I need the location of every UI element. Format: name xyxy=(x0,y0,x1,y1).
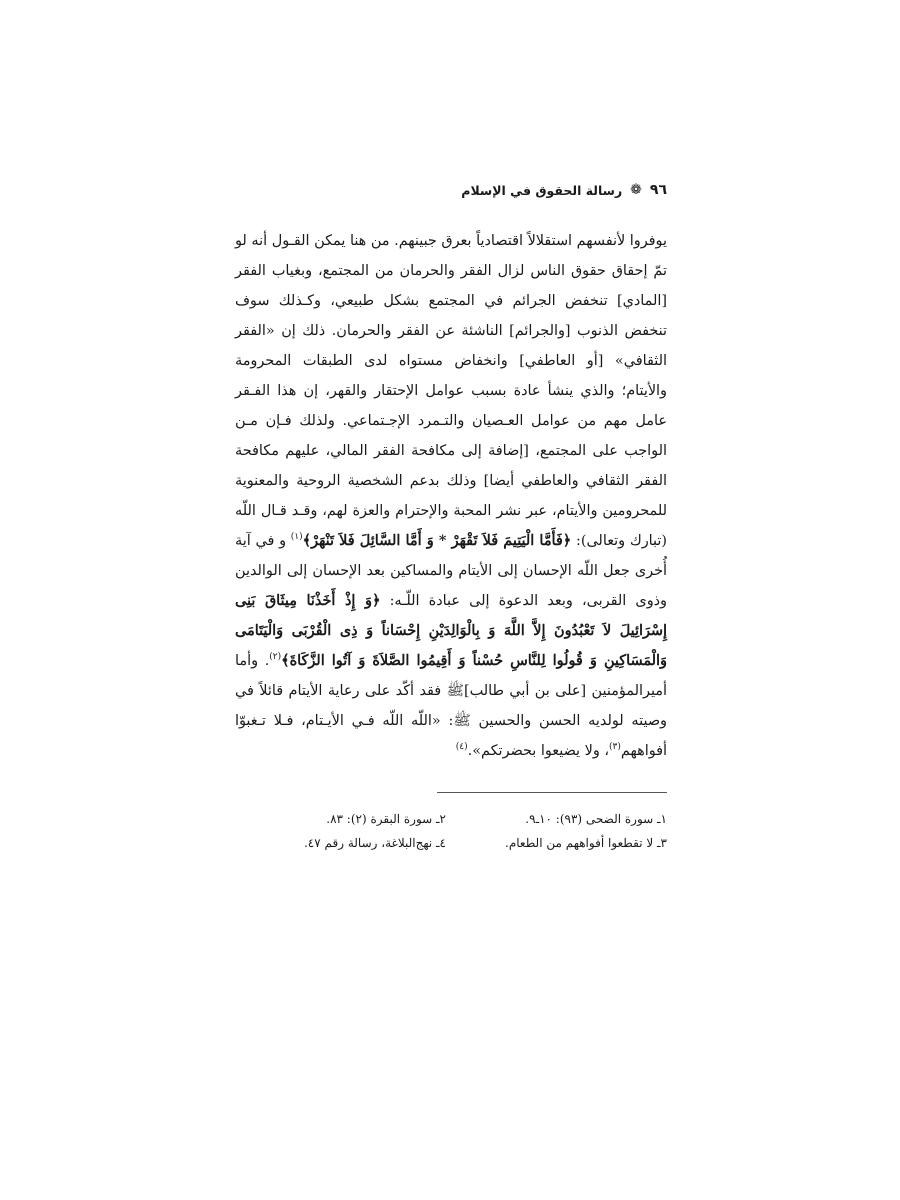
book-page xyxy=(235,178,667,898)
footnote-divider xyxy=(437,792,667,793)
text-segment: ، ولا يضيعوا بحضرتكم». xyxy=(467,743,610,759)
footnote-ref-4[interactable]: (٤) xyxy=(455,742,468,753)
footnote-1: ١ـ سورة الضحى (٩٣): ١٠ـ٩. xyxy=(525,812,667,826)
running-title: رسالة الحقوق في الإسلام xyxy=(461,182,623,198)
page-number: ٩٦ xyxy=(649,182,667,198)
footnote-ref-2[interactable]: (٢) xyxy=(269,652,282,663)
footnote-ref-1[interactable]: (١) xyxy=(290,532,303,543)
text-segment: و في آية أُخرى جعل اللّه الإحسان إلى الأيتام والمساكين بعد الإحسان إلى الوالدين وذوى القربى، وبعد الدعوة إلى عبادة اللّـه: xyxy=(235,533,667,609)
footnote-2: ٢ـ سورة البقرة (٢): ٨٣. xyxy=(326,812,446,826)
flower-ornament-icon: ❁ xyxy=(630,182,642,198)
footnotes xyxy=(235,807,667,855)
quran-verse: ﴿وَ إِذْ أَخَذْنَا مِيثَاقَ بَنِى إِسْرَائِيلَ لاَ تَعْبُدُونَ إِلاَّ اللَّهَ وَ بِالْوَالِدَيْنِ إِحْسَاناً وَ ذِى الْقُرْبَى وَالْيَتَامَى وَالْمَسَاكِينِ وَ قُولُوا لِلنَّاسِ حُسْناً وَ أَقِيمُوا الصَّلاَةَ وَ آتُوا الزَّكَاةَ﴾ xyxy=(235,592,667,669)
footnote-3: ٣ـ لا تقطعوا أفواههم من الطعام. xyxy=(505,836,667,850)
footnote-4: ٤ـ نهج‌البلاغة، رسالة رقم ٤٧. xyxy=(303,836,446,850)
text-segment: يوفروا لأنفسهم استقلالاً اقتصادياً بعرق جبينهم. من هنا يمكن القـول أنه لو تمّ إحقاق حقوق الناس لزال الفقر والحرمان من المجتمع، وبغياب الفقر [المادي] تنخفض الجرائم في المجتمع بشكل طبيعي، وكـذلك سوف تنخفض الذنوب [والجرائم] الناشئة عن الفقر والحرمان. ذلك إن «الفقر الثقافي» [أو العاطفي] وانخفاض مستواه لدى الطبقات المحرومة والأيتام؛ والذي ينشأ عادة بسبب عوامل الإحتقار والقهر، إن هذا الفـقر عامل مهم من عوامل العـصيان والتـمرد الإجـتماعي. ولذلك فـإن مـن الواجب على المجتمع، [إضافة إلى مكافحة الفقر المالي، عليهم مكافحة الفقر الثقافي والعاطفي أيضا] وذلك بدعم الشخصية الروحية والمعنوية للمحرومين والأيتام، عبر نشر المحبة والإحترام والعزة لهم، وقـد قـال اللّه (تبارك وتعالى): xyxy=(235,233,667,549)
body-text xyxy=(235,226,667,766)
page-header xyxy=(235,178,667,202)
footnote-ref-3[interactable]: (٣) xyxy=(609,742,621,753)
paragraph xyxy=(235,226,667,766)
quran-verse: ﴿فَأَمَّا الْيَتِيمَ فَلاَ تَقْهَرْ * وَ أَمَّا السَّائِلَ فَلاَ تَنْهَرْ﴾ xyxy=(302,532,572,549)
text-segment: . وأما أميرالمؤمنين [على بن أبي طالب]ﷺ فقد أكّد على رعاية الأيتام قائلاً في وصيته لولديه الحسن والحسين ﷺ: «اللّه اللّه فـي الأيـتام، فـلا تـغبوّا أفواههم xyxy=(235,653,667,759)
